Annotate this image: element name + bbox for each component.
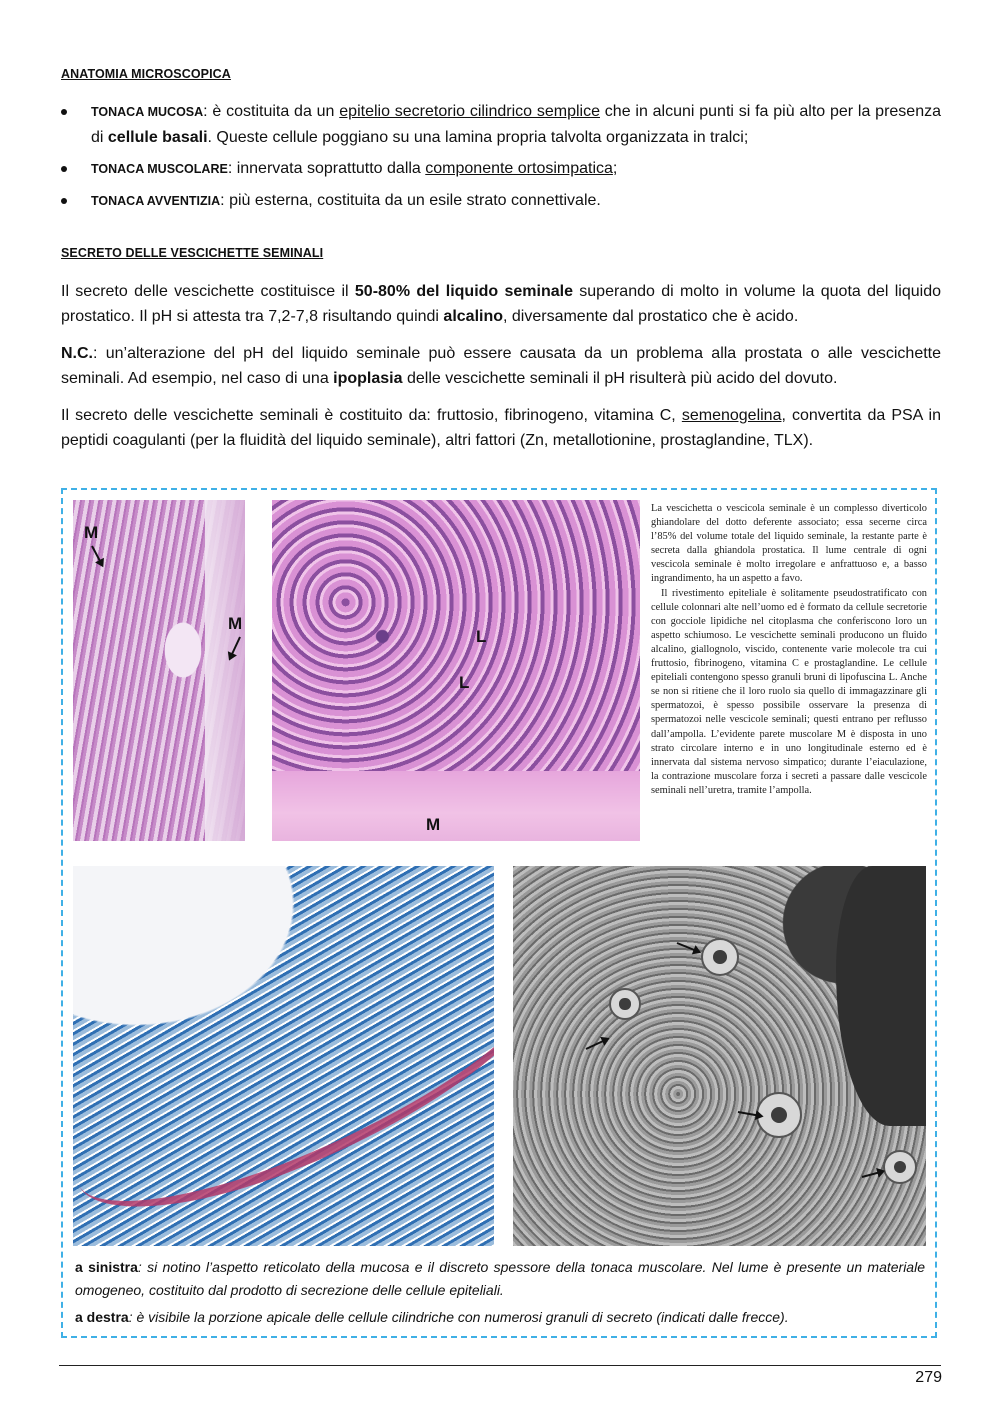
- secretory-granule: [609, 988, 641, 1020]
- caption-right: a destra: è visibile la porzione apicale delle cellule cilindriche con numerosi granuli di secreto (indicati dalle frecce).: [75, 1309, 789, 1325]
- book-excerpt-p1: La vescichetta o vescicola seminale è un complesso diverticolo ghiandolare del dotto deferente associato; essa secerne circa l’85% del volume totale del liquido seminale, la restante parte è secreta dalla ghiandola prostatica. Il lume centrale di ogni vescicola seminale è molto irregolare e anfrattuoso e, a basso ingrandimento, ha un aspetto a favo.: [651, 503, 927, 585]
- underlined-term: epitelio secretorio cilindrico semplice: [339, 103, 600, 120]
- label-l: L: [476, 627, 487, 646]
- secretory-granule: [701, 938, 739, 976]
- micrograph-high-magnification: [272, 500, 640, 841]
- micrograph-trichrome: [73, 866, 494, 1246]
- micrograph-low-magnification: [73, 500, 245, 841]
- bold-term: cellule basali: [107, 129, 208, 146]
- book-excerpt: [651, 502, 927, 798]
- paragraph-secreto: Il secreto delle vescichette costituisce il 50-80% del liquido seminale superando di molto in volume la quota del liquido prostatico. Il pH si attesta tra 7,2-7,8 risultando quindi alcalino, diversamente dal prostatico che è acido.: [61, 283, 941, 325]
- electron-micrograph: [513, 866, 926, 1246]
- book-excerpt-p2: Il rivestimento epiteliale è solitamente pseudostratificato con cellule colonnari alte nell’uomo ed è formato da cellule secretorie con gocciole lipidiche nel citoplasma che conferiscono loro un aspetto schiumoso. Le vescichette seminali producono un fluido alcalino, giallognolo, viscido, contenente varie molecole tra cui fruttosio, fibrinogeno, vitamina C e prostaglandine. Le cellule epiteliali contengono spesso granuli bruni di lipofuscina L. Anche se non si ritiene che il loro ruolo sia quello di immagazzinare gli spermatozoi, è spesso possibile osservare la presenza di spermatozoi nelle vescicole seminali; questi entrano per reflusso dall’ampolla. L’evidente parete muscolare M è disposta in uno strato circolare interno e in uno longitudinale esterno ed è innervata dal sistema nervoso simpatico; durante l’eiaculazione, la contrazione muscolare forza i secreti a passare dalle vescicole seminali nell’uretra, tramite l’ampolla.: [651, 587, 927, 796]
- list-item: TONACA MUCOSA: è costituita da un epitelio secretorio cilindrico semplice che in alcuni punti si fa più alto per la presenza di cellule basali. Queste cellule poggiano su una lamina propria talvolta organizzata in tralci;: [61, 99, 941, 150]
- bullet-icon: [61, 198, 67, 204]
- term-label: TONACA AVVENTIZIA: [91, 194, 221, 208]
- footer-divider: [59, 1365, 941, 1366]
- section-heading-secreto: SECRETO DELLE VESCICHETTE SEMINALI: [61, 246, 324, 260]
- section-heading-anatomia: ANATOMIA MICROSCOPICA: [61, 67, 231, 81]
- list-item: TONACA MUSCOLARE: innervata soprattutto dalla componente ortosimpatica;: [61, 156, 941, 182]
- term-label: TONACA MUSCOLARE: [91, 162, 228, 176]
- page-number: 279: [915, 1369, 942, 1386]
- label-l: L: [459, 673, 470, 692]
- list-item: TONACA AVVENTIZIA: più esterna, costituita da un esile strato connettivale.: [61, 188, 941, 214]
- paragraph-nota-clinica: N.C.: un’alterazione del pH del liquido seminale può essere causata da un problema alla prostata o alle vescichette seminali. Ad esempio, nel caso di una ipoplasia delle vescichette seminali il pH risulterà più acido del dovuto.: [61, 345, 941, 387]
- bullet-icon: [61, 109, 67, 115]
- tonache-list: [61, 99, 941, 220]
- underlined-term: componente ortosimpatica: [425, 160, 613, 177]
- label-m: M: [84, 523, 99, 542]
- paragraph-composizione: Il secreto delle vescichette seminali è costituito da: fruttosio, fibrinogeno, vitamina C, semenogelina, convertita da PSA in peptidi coagulanti (per la fluidità del liquido seminale), altri fattori (Zn, metallotionine, prostaglandine, TLX).: [61, 407, 941, 449]
- label-m: M: [426, 815, 441, 834]
- bullet-icon: [61, 166, 67, 172]
- secretory-granule: [883, 1150, 917, 1184]
- caption-left: a sinistra: si notino l’aspetto reticolato della mucosa e il discreto spessore della tonaca muscolare. Nel lume è presente un materiale omogeneo, costituito dal prodotto di secrezione delle cellule epiteliali.: [75, 1259, 925, 1298]
- label-m: M: [228, 614, 243, 633]
- term-label: TONACA MUCOSA: [91, 105, 204, 119]
